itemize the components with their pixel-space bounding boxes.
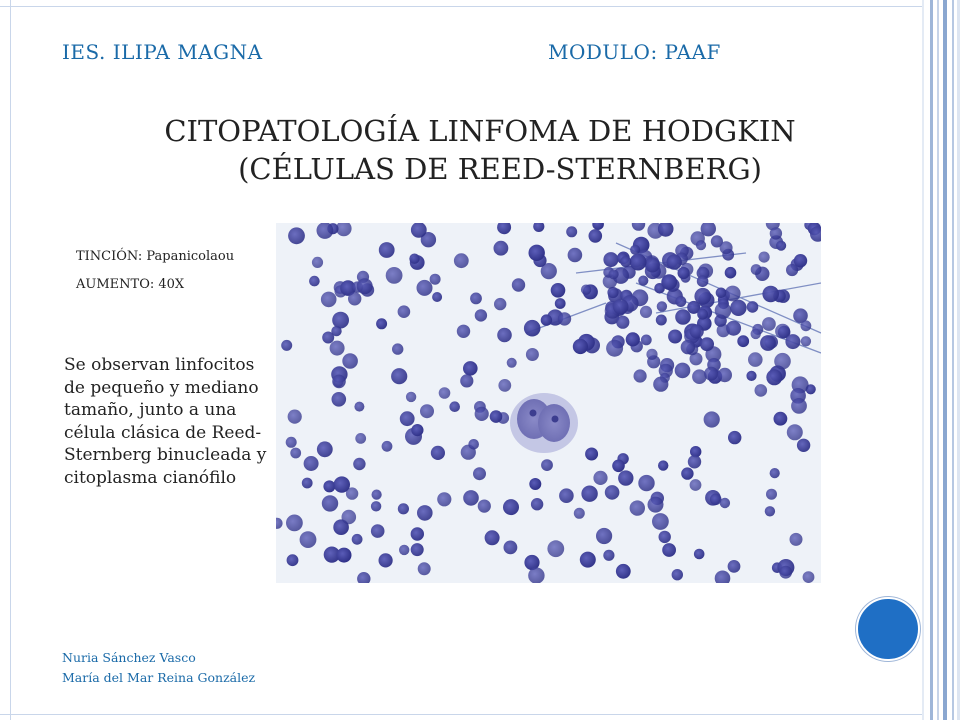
lymphocyte-cell [547, 540, 564, 557]
lymphocyte-cell [697, 275, 709, 287]
lymphocyte-cell [690, 479, 702, 491]
lymphocyte-cell [790, 533, 803, 546]
title-line-2: (CÉLULAS DE REED-STERNBERG) [238, 152, 762, 186]
lymphocyte-cell [430, 274, 441, 285]
lymphocyte-cell [437, 492, 451, 506]
lymphocyte-cell [770, 468, 780, 478]
lymphocyte-cell [759, 252, 770, 263]
lymphocyte-cell [725, 286, 741, 302]
lymphocyte-cell [678, 267, 690, 279]
slide-title [80, 112, 880, 188]
author-credit-2: María del Mar Reina González [62, 670, 256, 685]
lymphocyte-cell [485, 530, 500, 545]
lymphocyte-cell [454, 253, 469, 268]
lymphocyte-cell [312, 257, 323, 268]
lymphocyte-cell [746, 371, 756, 381]
lymphocyte-cell [801, 336, 811, 346]
lymphocyte-cell [638, 276, 648, 286]
lymphocyte-cell [398, 503, 409, 514]
lymphocyte-cell [463, 361, 478, 376]
lymphocyte-cell [618, 470, 633, 485]
lymphocyte-cell [616, 316, 629, 329]
lymphocyte-cell [716, 288, 727, 299]
lymphocyte-cell [457, 325, 470, 338]
lymphocyte-cell [287, 554, 299, 566]
lymphocyte-cell [524, 320, 541, 337]
lymphocyte-cell [398, 305, 411, 318]
lymphocyte-cell [418, 562, 431, 575]
lymphocyte-cell [726, 321, 741, 336]
lymphocyte-cell [645, 257, 660, 272]
lymphocyte-cell [612, 460, 625, 473]
stripe [952, 0, 954, 720]
lymphocyte-cell [675, 296, 686, 307]
stain-label: TINCIÓN: Papanicolaou [76, 249, 235, 264]
lymphocyte-cell [332, 312, 349, 329]
lymphocyte-cell [531, 498, 543, 510]
lymphocyte-cell [512, 278, 525, 291]
lymphocyte-cell [342, 353, 358, 369]
lymphocyte-cell [653, 377, 668, 392]
lymphocyte-cell [504, 541, 518, 555]
lymphocyte-cell [288, 410, 302, 424]
lymphocyte-cell [785, 334, 800, 349]
lymphocyte-cell [529, 478, 541, 490]
lymphocyte-cell [730, 300, 746, 316]
lymphocyte-cell [332, 375, 346, 389]
lymphocyte-cell [770, 227, 782, 239]
lymphocyte-cell [290, 448, 301, 459]
lymphocyte-cell [603, 550, 614, 561]
lymphocyte-cell [760, 335, 776, 351]
decorative-right-stripes [922, 0, 960, 720]
lymphocyte-cell [725, 267, 737, 279]
lymphocyte-cell [460, 374, 473, 387]
lymphocyte-cell [566, 226, 577, 237]
lymphocyte-cell [704, 411, 720, 427]
lymphocyte-cell [332, 392, 347, 407]
lymphocyte-cell [659, 531, 671, 543]
lymphocyte-cell [468, 439, 479, 450]
lymphocyte-cell [681, 340, 695, 354]
lymphocyte-cell [694, 288, 711, 305]
lymphocyte-cell [762, 286, 779, 303]
school-header: IES. ILIPA MAGNA [62, 40, 263, 64]
lymphocyte-cell [675, 309, 691, 325]
lymphocyte-cell [386, 267, 403, 284]
lymphocyte-cell [392, 343, 403, 354]
lymphocyte-cell [613, 299, 629, 315]
lymphocyte-cell [794, 254, 807, 267]
lymphocyte-cell [494, 298, 506, 310]
lymphocyte-cell [762, 317, 776, 331]
lymphocyte-cell [322, 495, 338, 511]
lymphocyte-cell [302, 478, 313, 489]
lymphocyte-cell [497, 328, 512, 343]
lymphocyte-cell [656, 315, 667, 326]
lymphocyte-cell [371, 524, 385, 538]
lymphocyte-cell [288, 227, 305, 244]
lymphocyte-cell [574, 508, 585, 519]
lymphocyte-cell [529, 245, 545, 261]
lymphocyte-cell [348, 292, 361, 305]
lymphocyte-cell [355, 433, 366, 444]
lymphocyte-cell [411, 543, 424, 556]
lymphocyte-cell [630, 500, 645, 515]
lymphocyte-cell [432, 292, 442, 302]
lymphocyte-cell [718, 368, 732, 382]
lymphocyte-cell [568, 248, 583, 263]
lymphocyte-cell [331, 326, 341, 336]
lymphocyte-cell [431, 446, 445, 460]
lymphocyte-cell [309, 276, 320, 287]
lymphocyte-cell [668, 330, 682, 344]
description-text: Se observan linfocitos de pequeño y mediano tamaño, junto a una célula clásica de Reed-Sternberg binucleada y citoplasma cianófilo [64, 355, 267, 488]
lymphocyte-cell [766, 369, 782, 385]
lymphocyte-cell [541, 459, 553, 471]
lymphocyte-cell [603, 252, 618, 267]
lymphocyte-cell [765, 506, 775, 516]
lymphocyte-cell [417, 505, 433, 521]
lymphocyte-cell [399, 545, 409, 555]
lymphocyte-cell [400, 411, 415, 426]
lymphocyte-cell [609, 269, 619, 279]
title-line-1: CITOPATOLOGÍA LINFOMA DE HODGKIN [164, 114, 796, 148]
lymphocyte-cell [661, 274, 677, 290]
lymphocyte-cell [286, 515, 303, 532]
lymphocyte-cell [337, 548, 352, 563]
lymphocyte-cell [774, 412, 788, 426]
lymphocyte-cell [541, 314, 552, 325]
lymphocyte-cell [382, 441, 393, 452]
lymphocyte-cell [475, 309, 487, 321]
lymphocyte-cell [662, 543, 676, 557]
author-credit-1: Nuria Sánchez Vasco [62, 650, 196, 665]
lymphocyte-cell [728, 431, 741, 444]
lymphocyte-cell [286, 437, 297, 448]
lymphocyte-cell [580, 552, 596, 568]
decorative-blue-circle [856, 597, 920, 661]
module-header: MODULO: PAAF [548, 40, 721, 64]
lymphocyte-cell [555, 298, 566, 309]
lymphocyte-cell [766, 489, 777, 500]
lymphocyte-cell [439, 387, 451, 399]
lymphocyte-cell [728, 560, 741, 573]
lymphocyte-cell [748, 352, 763, 367]
lymphocyte-cell [779, 566, 792, 579]
lymphocyte-cell [449, 401, 460, 412]
lymphocyte-cell [751, 264, 762, 275]
lymphocyte-cell [797, 439, 810, 452]
lymphocyte-cell [473, 467, 486, 480]
lymphocyte-cell [675, 363, 691, 379]
lymphocyte-cell [379, 242, 395, 258]
lymphocyte-cell [353, 458, 365, 470]
lymphocyte-cell [391, 368, 407, 384]
lymphocyte-cell [558, 312, 571, 325]
lymphocyte-cell [606, 340, 623, 357]
lymphocyte-cell [630, 254, 647, 271]
lymphocyte-cell [803, 571, 815, 583]
lymphocyte-cell [616, 564, 631, 579]
lymphocyte-cell [737, 335, 749, 347]
lymphocyte-cell [697, 309, 708, 320]
lymphocyte-cell [694, 549, 705, 560]
stripe [937, 0, 939, 720]
lymphocyte-cell [658, 460, 668, 470]
lymphocyte-cell [357, 278, 373, 294]
lymphocyte-cell [503, 499, 519, 515]
lymphocyte-cell [626, 332, 640, 346]
frame-border-top [0, 0, 922, 7]
lymphocyte-cell [475, 407, 489, 421]
lymphocyte-cell [581, 285, 591, 295]
frame-border-left [0, 0, 11, 720]
lymphocyte-cell [317, 441, 333, 457]
lymphocyte-cell [690, 324, 704, 338]
lymphocyte-cell [704, 367, 718, 381]
lymphocyte-cell [323, 480, 335, 492]
reed-sternberg-cell [510, 393, 578, 453]
lymphocyte-cell [354, 402, 364, 412]
lymphocyte-cell [747, 301, 759, 313]
micrograph-image [276, 223, 821, 583]
lymphocyte-cell [774, 353, 791, 370]
lymphocyte-cell [581, 486, 597, 502]
lymphocyte-cell [720, 241, 733, 254]
lymphocyte-cell [791, 398, 807, 414]
stripe [930, 0, 933, 720]
lymphocyte-cell [755, 384, 768, 397]
lymphocyte-cell [681, 467, 693, 479]
lymphocyte-cell [638, 475, 654, 491]
lymphocyte-cell [559, 488, 574, 503]
lymphocyte-cell [672, 569, 683, 580]
lymphocyte-cell [470, 293, 482, 305]
lymphocyte-cell [330, 341, 345, 356]
lymphocyte-cell [667, 254, 682, 269]
lymphocyte-cell [634, 369, 647, 382]
lymphocyte-cell [334, 476, 350, 492]
lymphocyte-cell [657, 301, 667, 311]
lymphocyte-cell [507, 358, 517, 368]
lymphocyte-cell [607, 287, 618, 298]
lymphocyte-cell [463, 490, 479, 506]
lymphocyte-cell [641, 335, 652, 346]
lymphocyte-cell [640, 306, 652, 318]
lymphocyte-cell [720, 498, 730, 508]
lymphocyte-cell [801, 320, 812, 331]
lymphocyte-cell [372, 490, 382, 500]
lymphocyte-cell [646, 349, 657, 360]
lymphocyte-cell [787, 424, 803, 440]
lymphocyte-cell [715, 302, 732, 319]
lymphocyte-cell [596, 528, 612, 544]
lymphocyte-cell [411, 424, 423, 436]
lymphocyte-cell [490, 410, 503, 423]
lymphocyte-cell [321, 292, 337, 308]
lymphocyte-cell [406, 392, 416, 402]
lymphocyte-cell [352, 534, 363, 545]
lymphocyte-cell [526, 348, 539, 361]
lymphocyte-cell [648, 497, 664, 513]
lymphocyte-cell [776, 241, 786, 251]
lymphocyte-cell [630, 245, 640, 255]
lymphocyte-cell [379, 553, 393, 567]
lymphocyte-cell [304, 456, 319, 471]
lymphocyte-cell [652, 513, 669, 530]
lymphocyte-cell [605, 485, 620, 500]
lymphocyte-cell [409, 254, 419, 264]
lymphocyte-cell [751, 329, 761, 339]
lymphocyte-cell [478, 500, 491, 513]
lymphocyte-cell [371, 501, 381, 511]
lymphocyte-cell [593, 471, 607, 485]
lymphocyte-cell [420, 404, 434, 418]
lymphocyte-cell [700, 337, 714, 351]
lymphocyte-cell [688, 455, 701, 468]
lymphocyte-cell [417, 280, 433, 296]
lymphocyte-cell [342, 510, 357, 525]
lymphocyte-cell [620, 256, 631, 267]
lymphocyte-cell [498, 379, 511, 392]
lymphocyte-cell [696, 240, 706, 250]
stripe [943, 0, 947, 720]
lymphocyte-cell [411, 527, 424, 540]
lymphocyte-cell [494, 241, 509, 256]
magnification-label: AUMENTO: 40X [76, 277, 185, 292]
lymphocyte-cell [281, 340, 292, 351]
lymphocyte-cell [300, 531, 317, 548]
lymphocyte-cell [376, 318, 387, 329]
lymphocyte-cell [589, 229, 603, 243]
lymphocyte-cell [573, 339, 588, 354]
lymphocyte-cell [585, 448, 598, 461]
stripe [922, 0, 924, 720]
micrograph-drawing [276, 223, 821, 583]
lymphocyte-cell [551, 283, 566, 298]
